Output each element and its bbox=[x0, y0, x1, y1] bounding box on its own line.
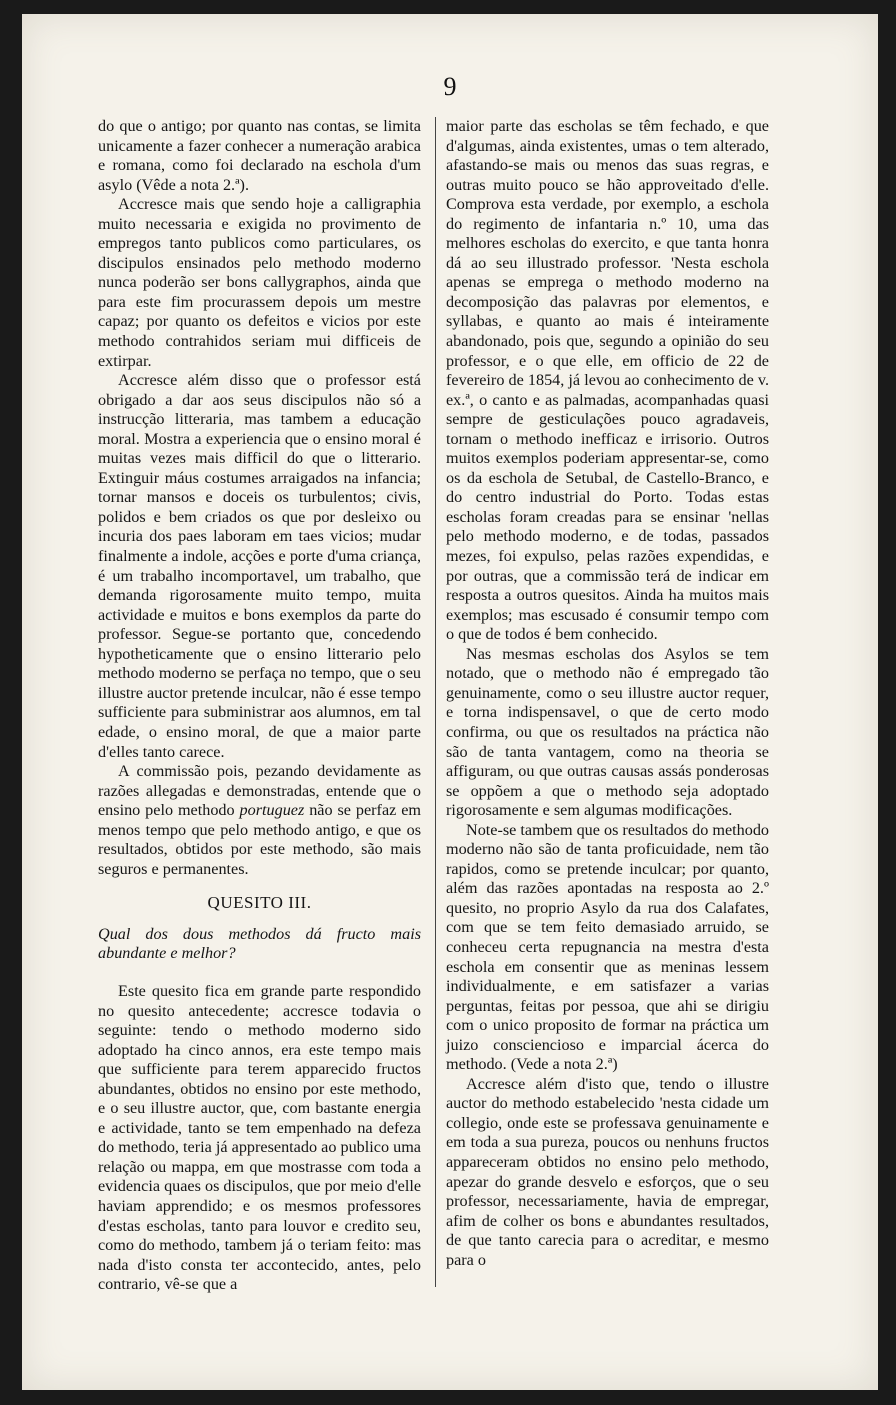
column-divider bbox=[435, 117, 436, 1287]
text-run: A commissão pois, pezando devidamente as razões allegadas e demonstradas, entende que o ensino pelo methodo bbox=[98, 762, 421, 820]
section-heading: QUESITO III. bbox=[207, 893, 312, 913]
paragraph: do que o antigo; por quanto nas contas, se limita unicamente a fazer conhecer a numeração arabica e romana, como foi declarado na eschola d'um asylo (Vêde a nota 2.ª). bbox=[98, 117, 421, 194]
left-column bbox=[98, 117, 421, 1295]
right-column bbox=[446, 117, 769, 1270]
italic-term: portuguez bbox=[239, 801, 305, 820]
paragraph: Accresce além d'isto que, tendo o illustre auctor do methodo estabelecido 'nesta cidade um collegio, onde este se professava genuinamente e em toda a sua pureza, poucos ou nenhuns fructos appareceram obtidos no ensino pelo methodo, apezar do grande desvelo e esforços, que o seu professor, necessariamente, havia de empregar, afim de colher os bons e abundantes resultados, de que tanto carecia para o acreditar, e mesmo para o bbox=[446, 1074, 769, 1269]
paragraph: Nas mesmas escholas dos Asylos se tem notado, que o methodo não é empregado tão genuinamente, como o seu illustre auctor requer, e torna indispensavel, o que de certo modo confirma, ou que os resultados na práctica não são de tanta vantagem, como na theoria se affiguram, ou que outras causas assás ponderosas se oppõem a que o methodo seja adoptado rigorosamente e sem algumas modificações. bbox=[446, 644, 769, 820]
paragraph: Accresce além disso que o professor está obrigado a dar aos seus discipulos não só a instrucção litteraria, mas tambem a educação moral. Mostra a experiencia que o ensino moral é muitas vezes mais difficil do que o litterario. Extinguir máus costumes arraigados na infancia; tornar mansos e doceis os turbulentos; civis, polidos e bem criados os que por desleixo ou incuria dos paes laboram em taes vicios; mudar finalmente a indole, acções e porte d'uma criança, é um trabalho incomportavel, um trabalho, que demanda rigorosamente muito tempo, muita actividade e muitos e bons exemplos da parte do professor. Segue-se portanto que, concedendo hypotheticamente que o ensino litterario pelo methodo moderno se perfaça no tempo, que o seu illustre auctor pretende inculcar, não é esse tempo sufficiente para subministrar aos alumnos, em tal edade, o ensino moral, de que a maior parte d'elles tanto carece. bbox=[98, 371, 421, 761]
paragraph: Este quesito fica em grande parte respondido no quesito antecedente; accresce todavia o seguinte: tendo o methodo moderno sido adoptado ha cinco annos, era este tempo mais que sufficiente para terem apparecido fructos abundantes, obtidos no ensino por este methodo, e o seu illustre auctor, que, com bastante energia e actividade, tanto se tem empenhado na defeza do methodo, teria já appresentado ao publico uma relação ou mappa, em que mostrasse com toda a evidencia quaes os discipulos, que por meio d'elle haviam apprendido; e os mesmos professores d'estas escholas, tanto para louvor e credito seu, como do methodo, tambem já o teriam feito: mas nada d'isto consta ter accontecido, antes, pelo contrario, vê-se que a bbox=[98, 981, 421, 1294]
paragraph: maior parte das escholas se têm fechado, e que d'algumas, ainda existentes, umas o tem alterado, afastando-se mais ou menos das suas regras, e outras muito pouco se hão approveitado d'elle. Comprova esta verdade, por exemplo, a eschola do regimento de infantaria n.º 10, uma das melhores escholas do exercito, e que tanta honra dá ao seu illustrado professor. 'Nesta eschola apenas se emprega o methodo moderno na decomposição das palavras por elementos, e syllabas, e quanto ao mais é inteiramente abandonado, pois que, segundo a opinião do seu professor, e o que elle, em officio de 22 de fevereiro de 1854, já levou ao conhecimento de v. ex.ª, o canto e as palmadas, acompanhadas quasi sempre de gesticulações pouco agradaveis, tornam o methodo inefficaz e irrisorio. Outros muitos exemplos poderiam appresentar-se, como os da eschola de Setubal, de Castello-Branco, e do centro industrial do Porto. Todas estas escholas foram creadas para se ensinar 'nellas pelo methodo moderno, e de todas, passados mezes, foi expulso, pelas razões expendidas, e por outras, que a commissão terá de indicar em resposta a outros quesitos. Ainda ha muitos mais exemplos; mas escusado é consumir tempo com o que de todos é bem conhecido. bbox=[446, 117, 769, 644]
question: Qual dos dous methodos dá fructo mais abundante e melhor? bbox=[98, 924, 421, 963]
page-sheet bbox=[22, 14, 878, 1390]
text-run: não se perfaz em menos tempo que pelo methodo antigo, e que os resultados, obtidos por este methodo, são mais seguros e permanentes. bbox=[98, 801, 422, 878]
paragraph bbox=[98, 762, 421, 879]
paragraph: Note-se tambem que os resultados do methodo moderno não são de tanta proficuidade, nem tão rapidos, como se pretende inculcar; por quanto, além das razões apontadas na resposta ao 2.º quesito, no proprio Asylo da rua dos Calafates, com que se tem feito demasiado arruido, se conheceu certa repugnancia na mestra d'esta eschola em consentir que as meninas lessem individualmente, e em satisfazer a varias perguntas, feitas por pessoa, que ahi se dirigiu com o unico proposito de formar na práctica um juizo consciencioso e imparcial ácerca do methodo. (Vede a nota 2.ª) bbox=[446, 820, 770, 1074]
paragraph: Accresce mais que sendo hoje a calligraphia muito necessaria e exigida no provimento de empregos tanto publicos como particulares, os discipulos ensinados pelo methodo moderno nunca poderão ser bons callygraphos, ainda que para este fim procurassem depois um mestre capaz; por quanto os defeitos e vicios por este methodo contrahidos seriam mui difficeis de extirpar. bbox=[98, 195, 421, 370]
page-number: 9 bbox=[443, 72, 457, 101]
